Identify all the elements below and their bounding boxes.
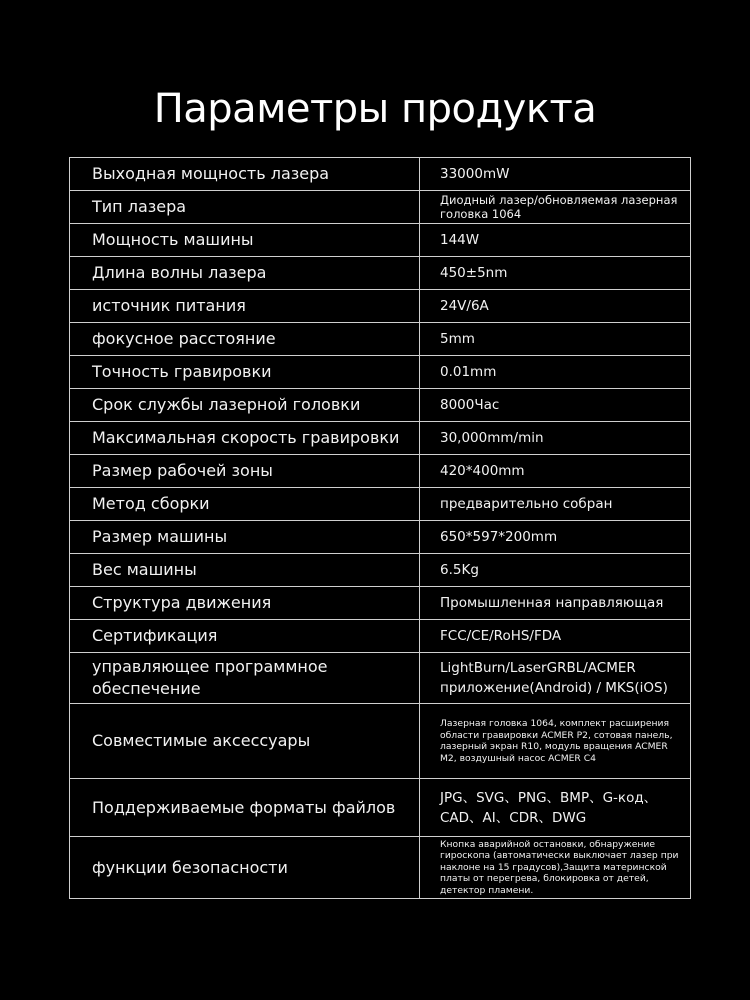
table-row <box>70 653 691 704</box>
spec-value: 30,000mm/min <box>420 422 691 455</box>
spec-value: 6.5Kg <box>420 554 691 587</box>
spec-value: JPG、SVG、PNG、BMP、G-код、CAD、AI、CDR、DWG <box>420 779 691 837</box>
spec-label: Метод сборки <box>70 488 420 521</box>
spec-label: Размер рабочей зоны <box>70 455 420 488</box>
table-row <box>70 488 691 521</box>
table-row <box>70 620 691 653</box>
spec-label: Размер машины <box>70 521 420 554</box>
spec-value: 33000mW <box>420 158 691 191</box>
table-row <box>70 455 691 488</box>
spec-label: Совместимые аксессуары <box>70 704 420 779</box>
table-row <box>70 191 691 224</box>
table-row <box>70 422 691 455</box>
table-row <box>70 837 691 899</box>
spec-value: предварительно собран <box>420 488 691 521</box>
spec-value: Лазерная головка 1064, комплект расширения области гравировки ACMER P2, сотовая панель, лазерный экран R10, модуль вращения ACMER M2, воздушный насос ACMER C4 <box>420 704 691 779</box>
spec-value: Диодный лазер/обновляемая лазерная головка 1064 <box>420 191 691 224</box>
spec-value: 420*400mm <box>420 455 691 488</box>
spec-value: 0.01mm <box>420 356 691 389</box>
spec-label: Поддерживаемые форматы файлов <box>70 779 420 837</box>
table-row <box>70 389 691 422</box>
spec-label: фокусное расстояние <box>70 323 420 356</box>
table-row <box>70 779 691 837</box>
spec-value: 5mm <box>420 323 691 356</box>
spec-label: функции безопасности <box>70 837 420 899</box>
spec-value: 650*597*200mm <box>420 521 691 554</box>
spec-value: LightBurn/LaserGRBL/ACMER приложение(Android) / MKS(iOS) <box>420 653 691 704</box>
spec-label: Тип лазера <box>70 191 420 224</box>
spec-label: Вес машины <box>70 554 420 587</box>
spec-value: 24V/6A <box>420 290 691 323</box>
spec-value: 144W <box>420 224 691 257</box>
spec-value: Промышленная направляющая <box>420 587 691 620</box>
spec-label: Структура движения <box>70 587 420 620</box>
table-row <box>70 224 691 257</box>
table-row <box>70 323 691 356</box>
spec-label: Максимальная скорость гравировки <box>70 422 420 455</box>
table-row <box>70 587 691 620</box>
table-row <box>70 554 691 587</box>
table-row <box>70 257 691 290</box>
spec-value: 8000Час <box>420 389 691 422</box>
table-row <box>70 290 691 323</box>
spec-label: управляющее программное обеспечение <box>70 653 420 704</box>
table-row <box>70 704 691 779</box>
product-parameters-table <box>69 157 691 899</box>
spec-label: Срок службы лазерной головки <box>70 389 420 422</box>
spec-label: Сертификация <box>70 620 420 653</box>
spec-label: Мощность машины <box>70 224 420 257</box>
spec-label: Выходная мощность лазера <box>70 158 420 191</box>
spec-value: 450±5nm <box>420 257 691 290</box>
page-title: Параметры продукта <box>153 86 597 132</box>
spec-label: Точность гравировки <box>70 356 420 389</box>
table-row <box>70 521 691 554</box>
table-row <box>70 158 691 191</box>
spec-label: источник питания <box>70 290 420 323</box>
spec-value: FCC/CE/RoHS/FDA <box>420 620 691 653</box>
table-row <box>70 356 691 389</box>
spec-label: Длина волны лазера <box>70 257 420 290</box>
spec-value: Кнопка аварийной остановки, обнаружение гироскопа (автоматически выключает лазер при наклоне на 15 градусов),Защита материнской платы от перегрева, блокировка от детей, детектор пламени. <box>420 837 691 899</box>
